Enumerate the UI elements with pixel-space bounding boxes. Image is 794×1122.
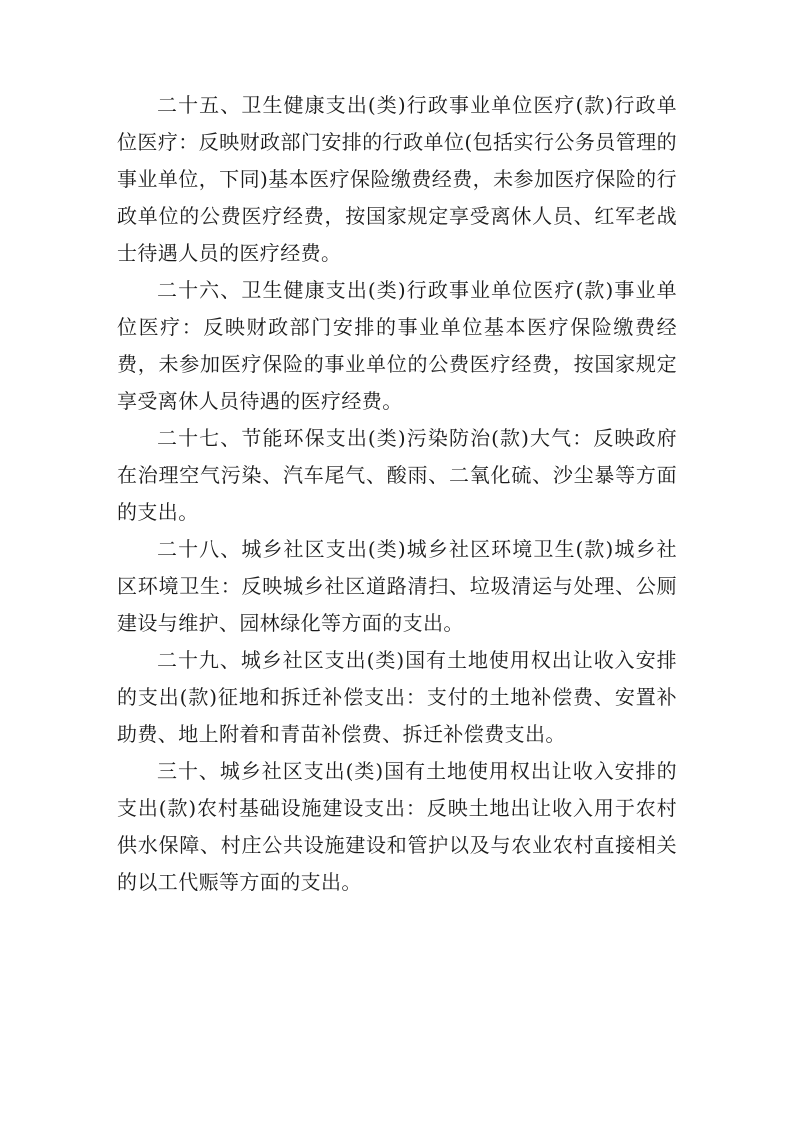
document-body <box>117 87 677 901</box>
paragraph-28: 二十八、城乡社区支出(类)城乡社区环境卫生(款)城乡社区环境卫生：反映城乡社区道路清扫、垃圾清运与处理、公厕建设与维护、园林绿化等方面的支出。 <box>117 537 677 635</box>
paragraph-26: 二十六、卫生健康支出(类)行政事业单位医疗(款)事业单位医疗：反映财政部门安排的事业单位基本医疗保险缴费经费，未参加医疗保险的事业单位的公费医疗经费，按国家规定享受离休人员待遇的医疗经费。 <box>117 278 677 413</box>
paragraph-25: 二十五、卫生健康支出(类)行政事业单位医疗(款)行政单位医疗：反映财政部门安排的行政单位(包括实行公务员管理的事业单位，下同)基本医疗保险缴费经费，未参加医疗保险的行政单位的公费医疗经费，按国家规定享受离休人员、红军老战士待遇人员的医疗经费。 <box>117 93 677 265</box>
paragraph-30: 三十、城乡社区支出(类)国有土地使用权出让收入安排的支出(款)农村基础设施建设支出：反映土地出让收入用于农村供水保障、村庄公共设施建设和管护以及与农业农村直接相关的以工代赈等方面的支出。 <box>117 759 677 894</box>
paragraph-29: 二十九、城乡社区支出(类)国有土地使用权出让收入安排的支出(款)征地和拆迁补偿支出：支付的土地补偿费、安置补助费、地上附着和青苗补偿费、拆迁补偿费支出。 <box>117 648 677 746</box>
paragraph-27: 二十七、节能环保支出(类)污染防治(款)大气：反映政府在治理空气污染、汽车尾气、酸雨、二氧化硫、沙尘暴等方面的支出。 <box>117 426 677 524</box>
